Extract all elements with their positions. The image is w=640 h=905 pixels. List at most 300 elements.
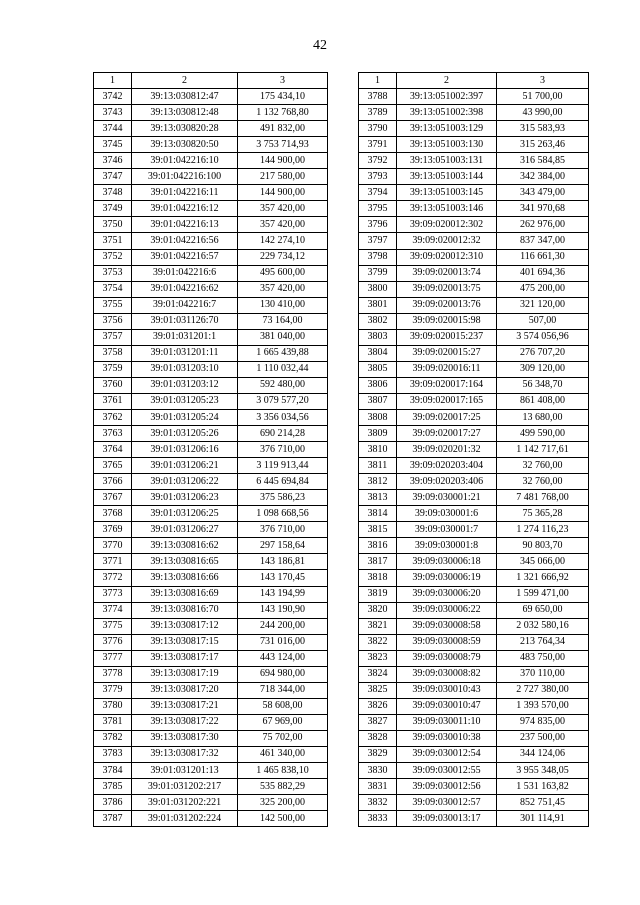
value-cell: 690 214,28 <box>238 426 328 442</box>
value-cell: 495 600,00 <box>238 265 328 281</box>
table-row <box>94 313 328 329</box>
cadastral-number-cell: 39:01:031206:27 <box>132 522 238 538</box>
row-number-cell: 3793 <box>359 169 397 185</box>
row-number-cell: 3825 <box>359 682 397 698</box>
column-header-cadastral: 2 <box>132 73 238 89</box>
value-cell: 1 110 032,44 <box>238 361 328 377</box>
table-header-row <box>94 73 328 89</box>
table-row <box>359 586 589 602</box>
value-cell: 142 274,10 <box>238 233 328 249</box>
cadastral-number-cell: 39:01:042216:57 <box>132 249 238 265</box>
value-cell: 1 132 768,80 <box>238 105 328 121</box>
value-cell: 262 976,00 <box>497 217 589 233</box>
table-row <box>359 650 589 666</box>
row-number-cell: 3769 <box>94 522 132 538</box>
value-cell: 315 583,93 <box>497 121 589 137</box>
cadastral-number-cell: 39:09:030006:20 <box>397 586 497 602</box>
value-cell: 381 040,00 <box>238 329 328 345</box>
table-row <box>359 682 589 698</box>
cadastral-number-cell: 39:09:020203:406 <box>397 474 497 490</box>
row-number-cell: 3777 <box>94 650 132 666</box>
value-cell: 461 340,00 <box>238 746 328 762</box>
table-row <box>359 714 589 730</box>
row-number-cell: 3806 <box>359 377 397 393</box>
table-row <box>359 281 589 297</box>
value-cell: 3 356 034,56 <box>238 409 328 425</box>
row-number-cell: 3757 <box>94 329 132 345</box>
cadastral-number-cell: 39:01:042216:56 <box>132 233 238 249</box>
value-cell: 694 980,00 <box>238 666 328 682</box>
cadastral-number-cell: 39:01:031202:217 <box>132 779 238 795</box>
cadastral-number-cell: 39:01:031205:23 <box>132 393 238 409</box>
row-number-cell: 3818 <box>359 570 397 586</box>
table-row <box>94 458 328 474</box>
value-cell: 321 120,00 <box>497 297 589 313</box>
row-number-cell: 3828 <box>359 730 397 746</box>
table-row <box>359 570 589 586</box>
row-number-cell: 3802 <box>359 313 397 329</box>
row-number-cell: 3803 <box>359 329 397 345</box>
table-row <box>94 361 328 377</box>
row-number-cell: 3807 <box>359 393 397 409</box>
table-row <box>94 153 328 169</box>
table-row <box>94 185 328 201</box>
cadastral-number-cell: 39:01:031203:10 <box>132 361 238 377</box>
table-row <box>94 426 328 442</box>
cadastral-number-cell: 39:13:051003:131 <box>397 153 497 169</box>
table-row <box>94 137 328 153</box>
row-number-cell: 3756 <box>94 313 132 329</box>
table-row <box>94 795 328 811</box>
row-number-cell: 3795 <box>359 201 397 217</box>
value-cell: 43 990,00 <box>497 105 589 121</box>
cadastral-number-cell: 39:09:030010:38 <box>397 730 497 746</box>
cadastral-number-cell: 39:13:030816:66 <box>132 570 238 586</box>
row-number-cell: 3763 <box>94 426 132 442</box>
table-row <box>94 746 328 762</box>
table-row <box>359 442 589 458</box>
cadastral-number-cell: 39:13:030820:28 <box>132 121 238 137</box>
row-number-cell: 3820 <box>359 602 397 618</box>
table-row <box>94 779 328 795</box>
cadastral-number-cell: 39:09:020012:32 <box>397 233 497 249</box>
cadastral-number-cell: 39:13:030817:15 <box>132 634 238 650</box>
table-row <box>359 779 589 795</box>
row-number-cell: 3784 <box>94 763 132 779</box>
cadastral-number-cell: 39:01:031202:224 <box>132 811 238 827</box>
row-number-cell: 3792 <box>359 153 397 169</box>
table-row <box>94 698 328 714</box>
table-row <box>359 554 589 570</box>
table-row <box>359 698 589 714</box>
row-number-cell: 3751 <box>94 233 132 249</box>
value-cell: 69 650,00 <box>497 602 589 618</box>
row-number-cell: 3753 <box>94 265 132 281</box>
table-row <box>359 458 589 474</box>
cadastral-number-cell: 39:13:030816:62 <box>132 538 238 554</box>
value-cell: 507,00 <box>497 313 589 329</box>
row-number-cell: 3787 <box>94 811 132 827</box>
cadastral-number-cell: 39:01:031202:221 <box>132 795 238 811</box>
value-cell: 58 608,00 <box>238 698 328 714</box>
table-row <box>94 570 328 586</box>
cadastral-number-cell: 39:13:030817:30 <box>132 730 238 746</box>
row-number-cell: 3812 <box>359 474 397 490</box>
value-cell: 67 969,00 <box>238 714 328 730</box>
value-cell: 73 164,00 <box>238 313 328 329</box>
cadastral-number-cell: 39:01:031201:1 <box>132 329 238 345</box>
value-cell: 861 408,00 <box>497 393 589 409</box>
table-row <box>94 650 328 666</box>
cadastral-number-cell: 39:01:031206:22 <box>132 474 238 490</box>
table-row <box>94 602 328 618</box>
cadastral-number-cell: 39:09:020015:27 <box>397 345 497 361</box>
row-number-cell: 3748 <box>94 185 132 201</box>
cadastral-number-cell: 39:01:042216:6 <box>132 265 238 281</box>
row-number-cell: 3778 <box>94 666 132 682</box>
row-number-cell: 3781 <box>94 714 132 730</box>
cadastral-number-cell: 39:09:020017:165 <box>397 393 497 409</box>
cadastral-number-cell: 39:13:030820:50 <box>132 137 238 153</box>
table-row <box>359 329 589 345</box>
table-row <box>359 265 589 281</box>
cadastral-number-cell: 39:09:030001:7 <box>397 522 497 538</box>
row-number-cell: 3796 <box>359 217 397 233</box>
column-header-number: 1 <box>359 73 397 89</box>
cadastral-number-cell: 39:09:030006:19 <box>397 570 497 586</box>
row-number-cell: 3744 <box>94 121 132 137</box>
row-number-cell: 3831 <box>359 779 397 795</box>
value-cell: 1 393 570,00 <box>497 698 589 714</box>
table-row <box>359 506 589 522</box>
table-row <box>359 121 589 137</box>
row-number-cell: 3783 <box>94 746 132 762</box>
cadastral-number-cell: 39:13:051002:397 <box>397 89 497 105</box>
cadastral-number-cell: 39:13:051003:129 <box>397 121 497 137</box>
column-header-number: 1 <box>94 73 132 89</box>
table-row <box>359 666 589 682</box>
value-cell: 90 803,70 <box>497 538 589 554</box>
table-row <box>94 345 328 361</box>
row-number-cell: 3749 <box>94 201 132 217</box>
value-cell: 143 186,81 <box>238 554 328 570</box>
cadastral-number-cell: 39:13:030816:69 <box>132 586 238 602</box>
cadastral-number-cell: 39:09:030012:54 <box>397 746 497 762</box>
table-row <box>359 746 589 762</box>
value-cell: 143 194,99 <box>238 586 328 602</box>
table-row <box>94 442 328 458</box>
table-row <box>94 682 328 698</box>
value-cell: 325 200,00 <box>238 795 328 811</box>
cadastral-number-cell: 39:13:030817:32 <box>132 746 238 762</box>
cadastral-number-cell: 39:09:020201:32 <box>397 442 497 458</box>
row-number-cell: 3816 <box>359 538 397 554</box>
cadastral-number-cell: 39:01:042216:10 <box>132 153 238 169</box>
cadastral-number-cell: 39:13:030812:48 <box>132 105 238 121</box>
value-cell: 32 760,00 <box>497 458 589 474</box>
cadastral-number-cell: 39:01:031206:25 <box>132 506 238 522</box>
table-row <box>359 538 589 554</box>
row-number-cell: 3788 <box>359 89 397 105</box>
cadastral-number-cell: 39:09:030008:59 <box>397 634 497 650</box>
row-number-cell: 3809 <box>359 426 397 442</box>
value-cell: 244 200,00 <box>238 618 328 634</box>
table-row <box>94 265 328 281</box>
cadastral-number-cell: 39:09:030011:10 <box>397 714 497 730</box>
row-number-cell: 3827 <box>359 714 397 730</box>
registry-table-right <box>358 72 589 827</box>
table-row <box>94 522 328 538</box>
cadastral-number-cell: 39:01:031206:21 <box>132 458 238 474</box>
cadastral-number-cell: 39:09:030008:79 <box>397 650 497 666</box>
cadastral-number-cell: 39:01:031206:23 <box>132 490 238 506</box>
row-number-cell: 3765 <box>94 458 132 474</box>
table-row <box>94 409 328 425</box>
value-cell: 1 465 838,10 <box>238 763 328 779</box>
cadastral-number-cell: 39:01:042216:7 <box>132 297 238 313</box>
row-number-cell: 3808 <box>359 409 397 425</box>
row-number-cell: 3815 <box>359 522 397 538</box>
value-cell: 370 110,00 <box>497 666 589 682</box>
row-number-cell: 3750 <box>94 217 132 233</box>
table-row <box>359 393 589 409</box>
cadastral-number-cell: 39:13:051002:398 <box>397 105 497 121</box>
value-cell: 344 124,06 <box>497 746 589 762</box>
value-cell: 75 365,28 <box>497 506 589 522</box>
row-number-cell: 3789 <box>359 105 397 121</box>
value-cell: 357 420,00 <box>238 201 328 217</box>
row-number-cell: 3824 <box>359 666 397 682</box>
value-cell: 499 590,00 <box>497 426 589 442</box>
table-row <box>359 217 589 233</box>
cadastral-number-cell: 39:09:020013:74 <box>397 265 497 281</box>
table-row <box>359 313 589 329</box>
row-number-cell: 3810 <box>359 442 397 458</box>
value-cell: 142 500,00 <box>238 811 328 827</box>
cadastral-number-cell: 39:09:030001:21 <box>397 490 497 506</box>
table-row <box>94 393 328 409</box>
cadastral-number-cell: 39:13:051003:130 <box>397 137 497 153</box>
value-cell: 3 955 348,05 <box>497 763 589 779</box>
value-cell: 491 832,00 <box>238 121 328 137</box>
cadastral-number-cell: 39:01:031201:13 <box>132 763 238 779</box>
table-row <box>359 105 589 121</box>
value-cell: 143 190,90 <box>238 602 328 618</box>
value-cell: 535 882,29 <box>238 779 328 795</box>
row-number-cell: 3785 <box>94 779 132 795</box>
row-number-cell: 3814 <box>359 506 397 522</box>
cadastral-number-cell: 39:13:051003:145 <box>397 185 497 201</box>
cadastral-number-cell: 39:09:030006:22 <box>397 602 497 618</box>
row-number-cell: 3768 <box>94 506 132 522</box>
row-number-cell: 3776 <box>94 634 132 650</box>
row-number-cell: 3775 <box>94 618 132 634</box>
table-row <box>94 105 328 121</box>
cadastral-number-cell: 39:01:031205:26 <box>132 426 238 442</box>
cadastral-number-cell: 39:09:030001:6 <box>397 506 497 522</box>
value-cell: 974 835,00 <box>497 714 589 730</box>
cadastral-number-cell: 39:01:042216:12 <box>132 201 238 217</box>
table-row <box>359 474 589 490</box>
row-number-cell: 3762 <box>94 409 132 425</box>
value-cell: 315 263,46 <box>497 137 589 153</box>
cadastral-number-cell: 39:09:020013:75 <box>397 281 497 297</box>
row-number-cell: 3791 <box>359 137 397 153</box>
cadastral-number-cell: 39:09:020017:164 <box>397 377 497 393</box>
value-cell: 2 727 380,00 <box>497 682 589 698</box>
table-row <box>359 795 589 811</box>
table-row <box>359 153 589 169</box>
row-number-cell: 3773 <box>94 586 132 602</box>
table-row <box>94 586 328 602</box>
value-cell: 475 200,00 <box>497 281 589 297</box>
row-number-cell: 3752 <box>94 249 132 265</box>
row-number-cell: 3786 <box>94 795 132 811</box>
table-row <box>359 426 589 442</box>
table-row <box>359 345 589 361</box>
cadastral-number-cell: 39:09:020015:237 <box>397 329 497 345</box>
table-row <box>94 201 328 217</box>
row-number-cell: 3819 <box>359 586 397 602</box>
row-number-cell: 3770 <box>94 538 132 554</box>
table-row <box>94 811 328 827</box>
row-number-cell: 3833 <box>359 811 397 827</box>
table-row <box>94 474 328 490</box>
value-cell: 51 700,00 <box>497 89 589 105</box>
column-header-cadastral: 2 <box>397 73 497 89</box>
row-number-cell: 3766 <box>94 474 132 490</box>
value-cell: 32 760,00 <box>497 474 589 490</box>
cadastral-number-cell: 39:13:030817:12 <box>132 618 238 634</box>
cadastral-number-cell: 39:01:031203:12 <box>132 377 238 393</box>
value-cell: 342 384,00 <box>497 169 589 185</box>
value-cell: 1 531 163,82 <box>497 779 589 795</box>
table-row <box>359 137 589 153</box>
cadastral-number-cell: 39:01:042216:13 <box>132 217 238 233</box>
value-cell: 1 321 666,92 <box>497 570 589 586</box>
cadastral-number-cell: 39:09:030010:47 <box>397 698 497 714</box>
table-row <box>359 169 589 185</box>
value-cell: 376 710,00 <box>238 442 328 458</box>
value-cell: 341 970,68 <box>497 201 589 217</box>
value-cell: 718 344,00 <box>238 682 328 698</box>
cadastral-number-cell: 39:09:030013:17 <box>397 811 497 827</box>
cadastral-number-cell: 39:09:030001:8 <box>397 538 497 554</box>
cadastral-number-cell: 39:09:030012:55 <box>397 763 497 779</box>
table-row <box>359 361 589 377</box>
value-cell: 443 124,00 <box>238 650 328 666</box>
table-row <box>94 233 328 249</box>
table-row <box>94 297 328 313</box>
value-cell: 144 900,00 <box>238 153 328 169</box>
row-number-cell: 3790 <box>359 121 397 137</box>
row-number-cell: 3780 <box>94 698 132 714</box>
row-number-cell: 3760 <box>94 377 132 393</box>
table-row <box>94 666 328 682</box>
cadastral-number-cell: 39:09:020015:98 <box>397 313 497 329</box>
value-cell: 837 347,00 <box>497 233 589 249</box>
table-row <box>94 634 328 650</box>
row-number-cell: 3799 <box>359 265 397 281</box>
table-row <box>359 490 589 506</box>
value-cell: 483 750,00 <box>497 650 589 666</box>
row-number-cell: 3772 <box>94 570 132 586</box>
cadastral-number-cell: 39:09:020203:404 <box>397 458 497 474</box>
value-cell: 1 098 668,56 <box>238 506 328 522</box>
row-number-cell: 3758 <box>94 345 132 361</box>
row-number-cell: 3826 <box>359 698 397 714</box>
table-row <box>94 329 328 345</box>
value-cell: 731 016,00 <box>238 634 328 650</box>
row-number-cell: 3804 <box>359 345 397 361</box>
value-cell: 316 584,85 <box>497 153 589 169</box>
value-cell: 217 580,00 <box>238 169 328 185</box>
row-number-cell: 3746 <box>94 153 132 169</box>
value-cell: 144 900,00 <box>238 185 328 201</box>
table-row <box>94 89 328 105</box>
table-row <box>359 634 589 650</box>
value-cell: 852 751,45 <box>497 795 589 811</box>
value-cell: 297 158,64 <box>238 538 328 554</box>
table-row <box>359 811 589 827</box>
cadastral-number-cell: 39:13:030817:20 <box>132 682 238 698</box>
row-number-cell: 3822 <box>359 634 397 650</box>
row-number-cell: 3797 <box>359 233 397 249</box>
value-cell: 343 479,00 <box>497 185 589 201</box>
cadastral-number-cell: 39:13:030817:22 <box>132 714 238 730</box>
table-row <box>94 281 328 297</box>
value-cell: 2 032 580,16 <box>497 618 589 634</box>
value-cell: 3 574 056,96 <box>497 329 589 345</box>
cadastral-number-cell: 39:01:042216:100 <box>132 169 238 185</box>
table-row <box>359 730 589 746</box>
value-cell: 56 348,70 <box>497 377 589 393</box>
cadastral-number-cell: 39:13:051003:146 <box>397 201 497 217</box>
table-header-row <box>359 73 589 89</box>
row-number-cell: 3823 <box>359 650 397 666</box>
table-row <box>359 233 589 249</box>
cadastral-number-cell: 39:13:030816:65 <box>132 554 238 570</box>
cadastral-number-cell: 39:09:020012:302 <box>397 217 497 233</box>
cadastral-number-cell: 39:09:030008:58 <box>397 618 497 634</box>
table-row <box>94 249 328 265</box>
row-number-cell: 3830 <box>359 763 397 779</box>
cadastral-number-cell: 39:01:031201:11 <box>132 345 238 361</box>
row-number-cell: 3832 <box>359 795 397 811</box>
table-row <box>94 169 328 185</box>
row-number-cell: 3805 <box>359 361 397 377</box>
cadastral-number-cell: 39:01:042216:62 <box>132 281 238 297</box>
table-row <box>94 217 328 233</box>
value-cell: 276 707,20 <box>497 345 589 361</box>
row-number-cell: 3782 <box>94 730 132 746</box>
value-cell: 213 764,34 <box>497 634 589 650</box>
table-row <box>359 763 589 779</box>
row-number-cell: 3774 <box>94 602 132 618</box>
value-cell: 1 274 116,23 <box>497 522 589 538</box>
cadastral-number-cell: 39:13:030812:47 <box>132 89 238 105</box>
row-number-cell: 3801 <box>359 297 397 313</box>
row-number-cell: 3755 <box>94 297 132 313</box>
table-row <box>94 377 328 393</box>
value-cell: 75 702,00 <box>238 730 328 746</box>
column-header-value: 3 <box>238 73 328 89</box>
cadastral-number-cell: 39:13:030816:70 <box>132 602 238 618</box>
table-row <box>359 89 589 105</box>
value-cell: 3 753 714,93 <box>238 137 328 153</box>
cadastral-number-cell: 39:09:030008:82 <box>397 666 497 682</box>
row-number-cell: 3771 <box>94 554 132 570</box>
